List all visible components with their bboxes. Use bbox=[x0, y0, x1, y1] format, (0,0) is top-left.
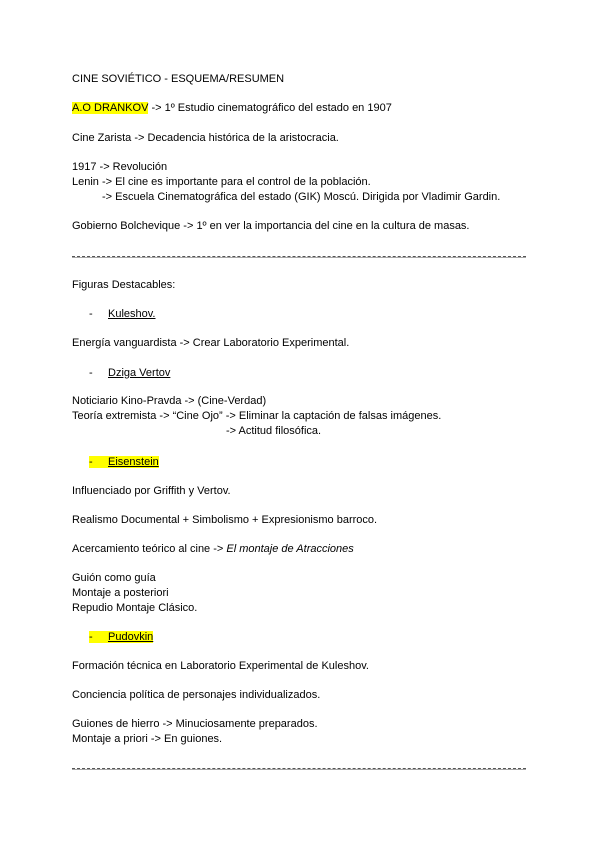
lenin-line: Lenin -> El cine es importante para el control de la población. bbox=[72, 176, 371, 188]
zarista-line: Cine Zarista -> Decadencia histórica de la aristocracia. bbox=[72, 132, 339, 144]
eisenstein-influencia: Influenciado por Griffith y Vertov. bbox=[72, 485, 231, 497]
pudovkin-bullet bbox=[89, 630, 153, 644]
eisenstein-highlight bbox=[89, 456, 159, 468]
bullet-dash: - bbox=[89, 631, 93, 643]
vertov-line-1: Noticiario Kino-Pravda -> (Cine-Verdad) bbox=[72, 395, 267, 407]
drankov-line bbox=[72, 101, 392, 115]
vertov-line-3: -> Actitud filosófica. bbox=[226, 425, 322, 437]
eisenstein-bullet bbox=[89, 455, 159, 469]
kuleshov-bullet bbox=[89, 307, 156, 321]
eisenstein-montaje: Montaje a posteriori bbox=[72, 587, 169, 599]
bullet-dash: - bbox=[89, 367, 93, 379]
figuras-heading: Figuras Destacables: bbox=[72, 279, 176, 291]
bullet-dash: - bbox=[89, 456, 93, 468]
vertov-bullet bbox=[89, 366, 170, 380]
escuela-line: -> Escuela Cinematográfica del estado (GIK) Moscú. Dirigida por Vladimir Gardin. bbox=[102, 191, 501, 203]
vertov-name: Dziga Vertov bbox=[108, 367, 171, 379]
pudovkin-name: Pudovkin bbox=[108, 631, 154, 643]
revolucion-line: 1917 -> Revolución bbox=[72, 161, 168, 173]
bullet-dash: - bbox=[89, 308, 93, 320]
pudovkin-formacion: Formación técnica en Laboratorio Experimental de Kuleshov. bbox=[72, 660, 369, 672]
eisenstein-repudio: Repudio Montaje Clásico. bbox=[72, 602, 198, 614]
drankov-name: A.O DRANKOV bbox=[72, 102, 149, 114]
section-divider-bottom bbox=[72, 768, 526, 769]
pudovkin-conciencia: Conciencia política de personajes individualizados. bbox=[72, 689, 321, 701]
kuleshov-text: Energía vanguardista -> Crear Laboratorio Experimental. bbox=[72, 337, 350, 349]
section-divider bbox=[72, 256, 526, 257]
pudovkin-guiones: Guiones de hierro -> Minuciosamente preparados. bbox=[72, 718, 318, 730]
eisenstein-acercamiento bbox=[72, 542, 354, 556]
kuleshov-name: Kuleshov. bbox=[108, 308, 156, 320]
document-title: CINE SOVIÉTICO - ESQUEMA/RESUMEN bbox=[72, 73, 285, 85]
pudovkin-highlight bbox=[89, 631, 153, 643]
vertov-line-2: Teoría extremista -> “Cine Ojo” -> Eliminar la captación de falsas imágenes. bbox=[72, 410, 442, 422]
pudovkin-montaje: Montaje a priori -> En guiones. bbox=[72, 733, 223, 745]
eisenstein-guion: Guión como guía bbox=[72, 572, 156, 584]
acercamiento-italic: El montaje de Atracciones bbox=[226, 543, 354, 555]
eisenstein-name: Eisenstein bbox=[108, 456, 159, 468]
drankov-text: -> 1º Estudio cinematográfico del estado en 1907 bbox=[148, 102, 392, 114]
eisenstein-realismo: Realismo Documental + Simbolismo + Expresionismo barroco. bbox=[72, 514, 378, 526]
bolchevique-line: Gobierno Bolchevique -> 1º en ver la importancia del cine en la cultura de masas. bbox=[72, 220, 470, 232]
acercamiento-text: Acercamiento teórico al cine -> bbox=[72, 543, 227, 555]
